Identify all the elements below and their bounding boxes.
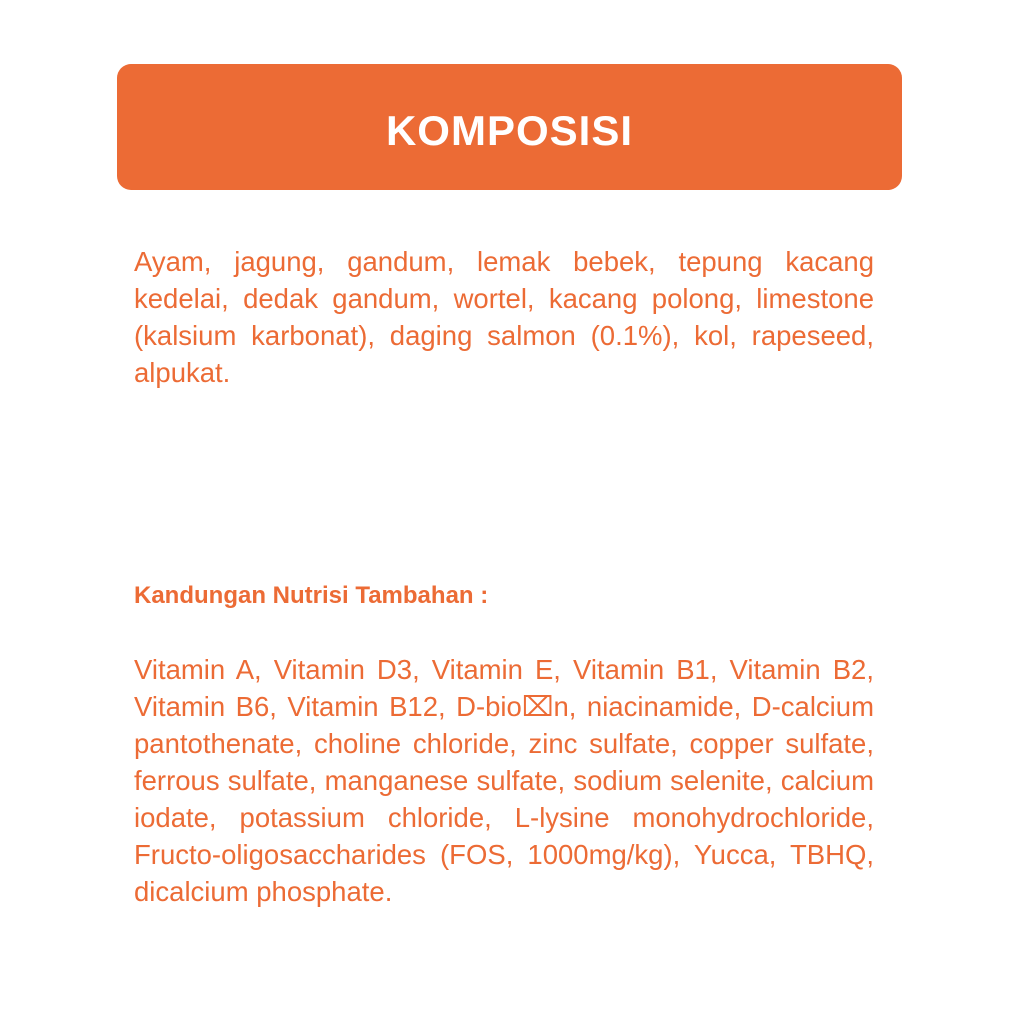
supplements-text: Vitamin A, Vitamin D3, Vitamin E, Vitamin B1, Vitamin B2, Vitamin B6, Vitamin B12, D-bio⌧n, niacinamide, D-calcium pantothenate, choline chloride, zinc sulfate, copper sulfate, ferrous sulfate, manganese sulfate, sodium selenite, calcium iodate, potassium chloride, L-lysine monohydrochloride, Fructo-oligosaccharides (FOS, 1000mg/kg), Yucca, TBHQ, dicalcium phosphate.: [134, 654, 874, 907]
supplements-heading: Kandungan Nutrisi Tambahan :: [134, 582, 489, 609]
page-title: KOMPOSISI: [385, 107, 634, 154]
header-banner: [117, 64, 902, 190]
ingredients-text: Ayam, jagung, gandum, lemak bebek, tepung kacang kedelai, dedak gandum, wortel, kacang polong, limestone (kalsium karbonat), daging salmon (0.1%), kol, rapeseed, alpukat.: [134, 246, 874, 388]
